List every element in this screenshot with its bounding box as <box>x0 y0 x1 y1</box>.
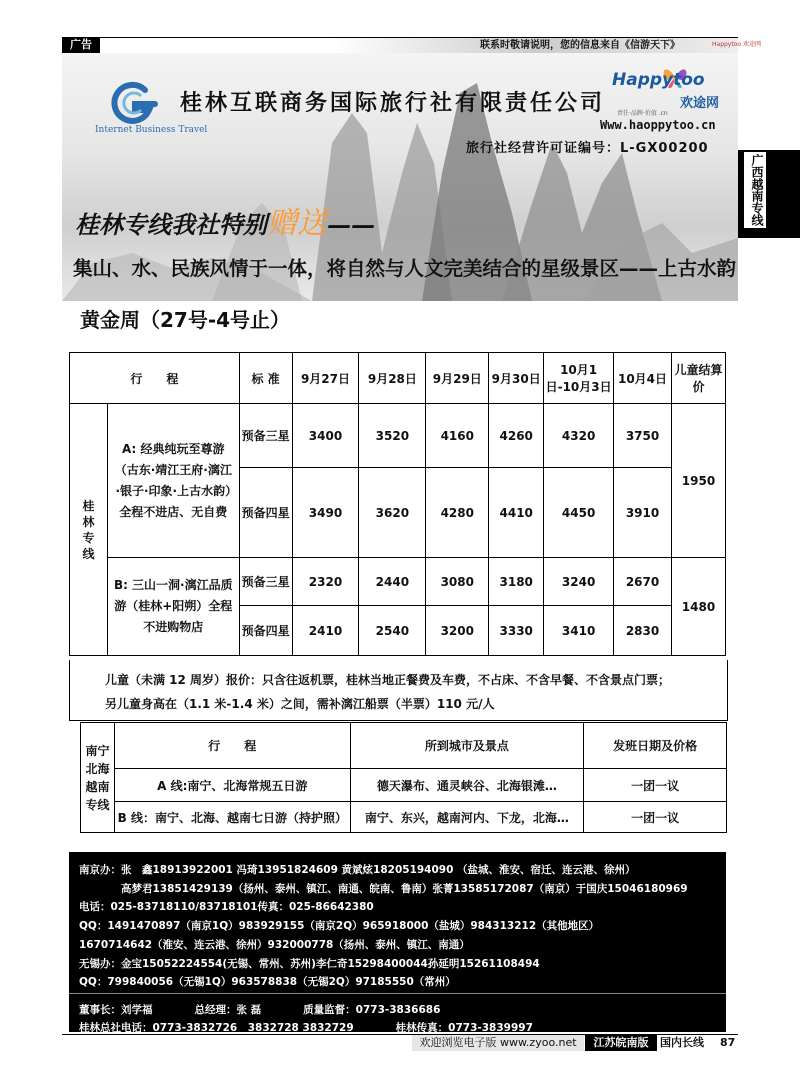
price-cell: 4320 <box>544 404 614 468</box>
price-cell: 3410 <box>544 606 614 656</box>
contact-line: 无锡办：金宝15052224554(无锡、常州、苏州)李仁奇15298400044孙延明15261108494 <box>79 958 540 970</box>
brand-name: Happytoo <box>612 70 705 90</box>
contact-panel <box>69 852 726 1032</box>
child-price-cell: 1480 <box>671 558 725 656</box>
price-cell: 4450 <box>544 468 614 558</box>
table-row <box>70 558 726 606</box>
brand-name-cn: 欢途网 <box>680 96 720 111</box>
standard-cell: 预备三星 <box>239 404 292 468</box>
ad-tag: 广告 <box>62 37 100 53</box>
slogan-suffix: —— <box>327 210 375 239</box>
price-cell: 2320 <box>292 558 359 606</box>
col-date: 9月30日 <box>489 353 544 404</box>
top-note: 联系时敬请说明，您的信息来自《信游天下》 <box>480 40 680 51</box>
website-url[interactable]: Www.haoppytoo.cn <box>600 118 716 132</box>
price-cell: 3200 <box>426 606 489 656</box>
price-cell: 2410 <box>292 606 359 656</box>
price-cell: 3180 <box>489 558 544 606</box>
golden-week-title: 黄金周（27号-4号止） <box>80 308 291 332</box>
table-header-row <box>70 353 726 404</box>
slogan-prefix: 桂林专线我社特别 <box>75 210 267 239</box>
child-note-1: 儿童（未满 12 周岁）报价：只含往返机票，桂林当地正餐费及车费，不占床、不含早餐、不含景点门票； <box>105 673 671 687</box>
logo-subtitle: Internet Business Travel <box>95 125 208 135</box>
col-price: 发班日期及价格 <box>584 723 727 769</box>
price-cell: 3240 <box>544 558 614 606</box>
col-spots: 所到城市及景点 <box>350 723 584 769</box>
price-cell: 3750 <box>614 404 672 468</box>
nanning-route-table <box>80 722 727 833</box>
company-name: 桂林互联商务国际旅行社有限责任公司 <box>180 90 606 116</box>
price-cell: 3490 <box>292 468 359 558</box>
col-route: 行 程 <box>114 723 350 769</box>
group-label: 桂林专线 <box>70 404 108 656</box>
table-row <box>81 802 727 833</box>
child-price-cell: 1950 <box>671 404 725 558</box>
divider <box>69 993 726 994</box>
col-standard: 标 准 <box>239 353 292 404</box>
contact-line: 桂林总社电话：0773-3832726 3832728 3832729 桂林传真：0773-3839997 <box>79 1022 533 1034</box>
mini-logo: Happytoo 欢途网 <box>712 41 761 48</box>
table-header-row <box>81 723 727 769</box>
contact-line: 董事长：刘学福 总经理：张 磊 质量监督：0773-3836686 <box>79 1004 441 1016</box>
route-a-desc: A: 经典纯玩至尊游（古东·靖江王府·漓江·银子·印象·上古水韵）全程不进店、无自费 <box>107 404 239 558</box>
contact-line: 南京办：张 鑫18913922001 冯琦13951824609 黄斌炫18205194090 （盐城、淮安、宿迁、连云港、徐州） <box>79 864 636 876</box>
col-date: 10月4日 <box>614 353 672 404</box>
price-cell: 3400 <box>292 404 359 468</box>
col-child-price: 儿童结算价 <box>671 353 725 404</box>
license-number: 旅行社经营许可证编号：L-GX00200 <box>466 141 709 156</box>
side-tab-label: 广西越南专线 <box>744 152 766 228</box>
footer-welcome[interactable]: 欢迎浏览电子版 www.zyoo.net <box>412 1035 584 1051</box>
col-route: 行 程 <box>70 353 240 404</box>
col-date: 9月27日 <box>292 353 359 404</box>
contact-line: QQ：1491470897（南京1Q）983929155（南京2Q）965918000（盐城）984313212（其他地区） <box>79 920 600 932</box>
standard-cell: 预备四星 <box>239 468 292 558</box>
brand-subtitle: 责任·品牌·价值 .cn <box>617 110 668 117</box>
price-cell: 一团一议 <box>584 769 727 802</box>
col-date: 9月29日 <box>426 353 489 404</box>
route-cell: B 线：南宁、北海、越南七日游（持护照） <box>114 802 350 833</box>
slogan <box>75 198 375 242</box>
price-cell: 2540 <box>359 606 426 656</box>
price-cell: 3080 <box>426 558 489 606</box>
table-row <box>81 769 727 802</box>
price-cell: 2670 <box>614 558 672 606</box>
price-cell: 2830 <box>614 606 672 656</box>
price-cell: 3330 <box>489 606 544 656</box>
price-cell: 4260 <box>489 404 544 468</box>
price-cell: 一团一议 <box>584 802 727 833</box>
guilin-price-table <box>69 352 726 656</box>
footer-edition: 江苏皖南版 <box>585 1035 657 1051</box>
spots-cell: 南宁、东兴，越南河内、下龙，北海… <box>350 802 584 833</box>
headline: 集山、水、民族风情于一体，将自然与人文完美结合的星级景区——上古水韵 <box>73 257 737 280</box>
contact-line: 1670714642（淮安、连云港、徐州）932000778（扬州、泰州、镇江、南通） <box>79 939 470 951</box>
table-row <box>70 404 726 468</box>
contact-line: QQ：799840056（无锡1Q）963578838（无锡2Q）97185550（常州） <box>79 976 456 988</box>
contact-line: 高梦君13851429139（扬州、泰州、镇江、南通、皖南、鲁南）张菁13585172087（南京）于国庆15046180969 <box>79 883 688 895</box>
standard-cell: 预备四星 <box>239 606 292 656</box>
price-cell: 3910 <box>614 468 672 558</box>
price-cell: 2440 <box>359 558 426 606</box>
footer-section: 国内长线 <box>660 1036 704 1049</box>
child-note-2: 另儿童身高在（1.1 米-1.4 米）之间，需补漓江船票（半票）110 元/人 <box>105 697 495 711</box>
route-cell: A 线:南宁、北海常规五日游 <box>114 769 350 802</box>
price-cell: 4410 <box>489 468 544 558</box>
route-b-desc: B: 三山一洞·漓江品质游（桂林+阳朔）全程不进购物店 <box>107 558 239 656</box>
slogan-gift: 赠送 <box>267 206 327 241</box>
price-cell: 3520 <box>359 404 426 468</box>
contact-line: 电话：025-83718110/83718101传真：025-86642380 <box>79 901 374 913</box>
page-number: 87 <box>720 1036 736 1049</box>
price-cell: 4160 <box>426 404 489 468</box>
standard-cell: 预备三星 <box>239 558 292 606</box>
col-date: 9月28日 <box>359 353 426 404</box>
price-cell: 3620 <box>359 468 426 558</box>
group-label: 南宁北海越南专线 <box>81 723 115 833</box>
spots-cell: 德天瀑布、通灵峡谷、北海银滩… <box>350 769 584 802</box>
price-cell: 4280 <box>426 468 489 558</box>
company-logo-icon <box>105 80 161 124</box>
col-date: 10月1日-10月3日 <box>544 353 614 404</box>
